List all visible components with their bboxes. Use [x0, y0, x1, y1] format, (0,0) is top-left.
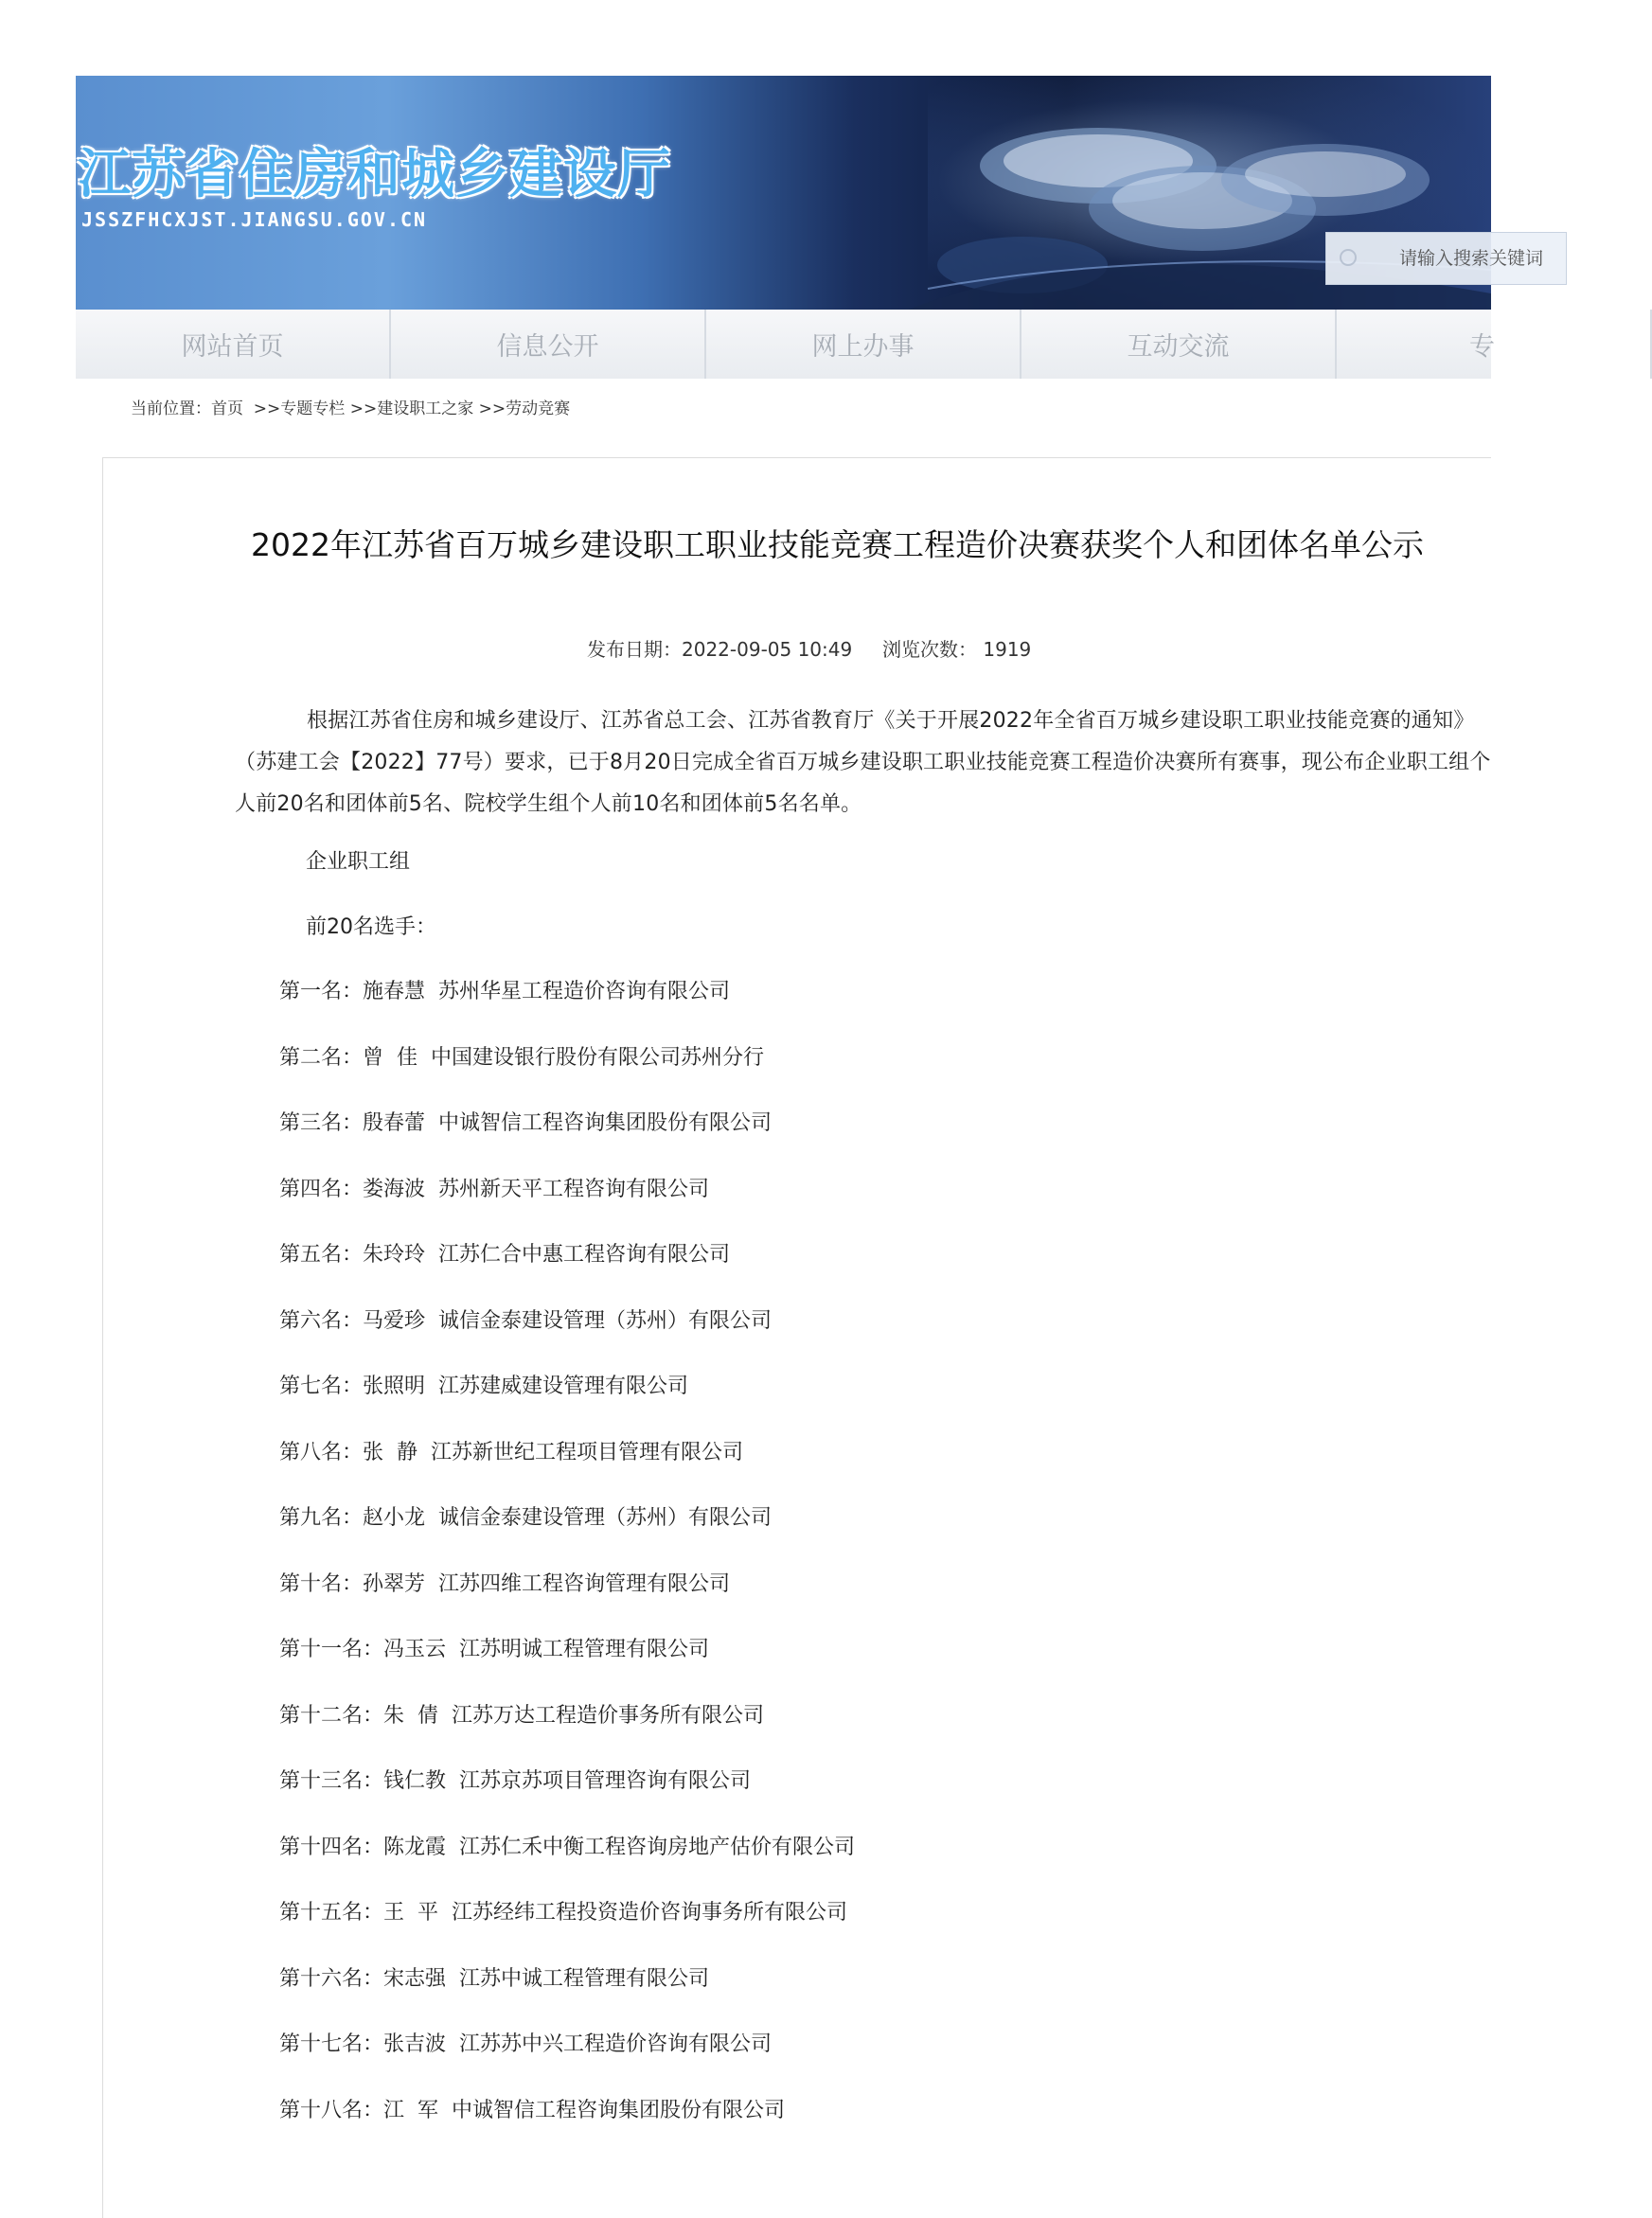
- breadcrumb-home[interactable]: 首页: [211, 399, 243, 418]
- nav-item-online-services[interactable]: 网上办事: [706, 310, 1021, 379]
- list-item: 第七名：张照明 江苏建威建设管理有限公司: [279, 1375, 688, 1398]
- list-item: 第四名：娄海波 苏州新天平工程咨询有限公司: [279, 1177, 709, 1201]
- nav-item-info-disclosure[interactable]: 信息公开: [391, 310, 706, 379]
- nav-item-interaction[interactable]: 互动交流: [1021, 310, 1337, 379]
- breadcrumb-labor-competition[interactable]: >>劳动竞赛: [473, 399, 571, 418]
- list-item: 第三名：殷春蕾 中诚智信工程咨询集团股份有限公司: [279, 1111, 772, 1135]
- list-item: 第十三名：钱仁教 江苏京苏项目管理咨询有限公司: [279, 1769, 751, 1793]
- nav-item-home[interactable]: 网站首页: [76, 310, 391, 379]
- list-item: 第六名：马爱珍 诚信金泰建设管理（苏州）有限公司: [279, 1308, 772, 1333]
- list-item: 第十六名：宋志强 江苏中诚工程管理有限公司: [279, 1966, 709, 1991]
- search-box[interactable]: [1325, 232, 1567, 285]
- breadcrumb: [131, 395, 570, 418]
- list-item: 第八名：张 静 江苏新世纪工程项目管理有限公司: [279, 1440, 743, 1464]
- list-item: 第十五名：王 平 江苏经纬工程投资造价咨询事务所有限公司: [279, 1901, 847, 1925]
- list-item: 第十二名：朱 倩 江苏万达工程造价事务所有限公司: [279, 1703, 764, 1728]
- site-domain: JSSZFHCXJST.JIANGSU.GOV.CN: [81, 208, 428, 231]
- list-item: 第十七名：张吉波 江苏苏中兴工程造价咨询有限公司: [279, 2032, 772, 2056]
- list-item: 第十八名：江 军 中诚智信工程咨询集团股份有限公司: [279, 2098, 785, 2122]
- list-item: 第十名：孙翠芳 江苏四维工程咨询管理有限公司: [279, 1571, 730, 1596]
- list-item: 第十一名：冯玉云 江苏明诚工程管理有限公司: [279, 1638, 709, 1661]
- main-nav: [76, 310, 1495, 379]
- article-intro: 根据江苏省住房和城乡建设厅、江苏省总工会、江苏省教育厅《关于开展2022年全省百万城乡建设职工职业技能竞赛的通知》（苏建工会【2022】77号）要求，已于8月20日完成全省百万城乡建设职工职业技能竞赛工程造价决赛所有赛事，现公布企业职工组个人前20名和团体前5名、院校学生组个人前10名和团体前5名名单。: [235, 709, 1491, 816]
- breadcrumb-workers-home[interactable]: >>建设职工之家: [345, 399, 474, 418]
- site-banner: [76, 76, 1491, 310]
- list-item: 第九名：赵小龙 诚信金泰建设管理（苏州）有限公司: [279, 1506, 772, 1530]
- search-icon[interactable]: [1340, 249, 1357, 266]
- list-item: 第一名：施春慧 苏州华星工程造价咨询有限公司: [279, 980, 730, 1003]
- list-item: 第五名：朱玲玲 江苏仁合中惠工程咨询有限公司: [279, 1243, 730, 1267]
- site-title[interactable]: 江苏省住房和城乡建设厅: [78, 144, 671, 205]
- breadcrumb-special-column[interactable]: >>专题专栏: [243, 399, 346, 418]
- breadcrumb-prefix: 当前位置：: [131, 399, 211, 418]
- group-label: 企业职工组: [306, 850, 411, 874]
- list-item: 第十四名：陈龙霞 江苏仁禾中衡工程咨询房地产估价有限公司: [279, 1835, 855, 1859]
- top-list-label: 前20名选手：: [306, 915, 436, 939]
- rank-list: [279, 975, 855, 2159]
- list-item: 第二名：曾 佳 中国建设银行股份有限公司苏州分行: [279, 1045, 764, 1070]
- article-meta: 发布日期：2022-09-05 10:49 浏览次数： 1919: [587, 638, 1032, 661]
- nav-item-special[interactable]: 专: [1337, 310, 1652, 379]
- search-input[interactable]: [1371, 247, 1545, 270]
- article-title: 2022年江苏省百万城乡建设职工职业技能竞赛工程造价决赛获奖个人和团体名单公示: [251, 526, 1424, 563]
